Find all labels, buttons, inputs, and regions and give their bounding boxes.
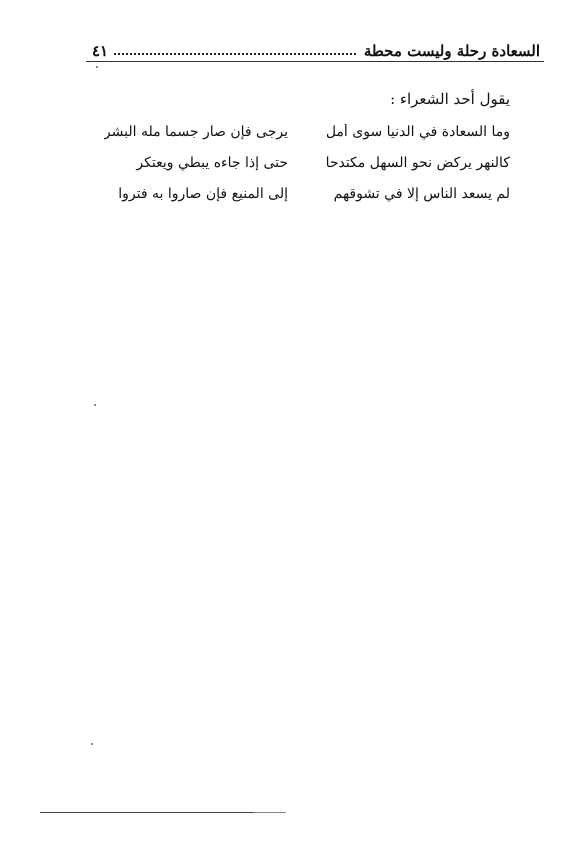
verse [104,116,510,147]
scan-edge-line [254,812,286,813]
scan-speck [96,66,98,68]
scan-speck [91,743,93,745]
verse-second-hemistich: إلى المنيع فإن صاروا به فتروا [118,185,288,202]
verse-first-hemistich: كالنهر يركض نحو السهل مكتدحا [326,154,510,171]
verse-first-hemistich: وما السعادة في الدنيا سوى أمل [326,123,510,140]
verse-second-hemistich: حتى إذا جاءه يبطي ويعتكر [136,154,288,171]
poem [104,116,510,209]
scan-speck [94,404,96,406]
running-header-title: السعادة رحلة وليست محطة [363,42,540,60]
running-header [92,34,540,60]
header-rule [86,61,544,62]
scan-edge-line [40,812,254,813]
verse [104,147,510,178]
verse-first-hemistich: لم يسعد الناس إلا في تشوقهم [333,185,510,202]
header-dot-leader [114,53,356,55]
verse-second-hemistich: يرجى فإن صار جسما مله البشر [104,123,288,140]
poem-intro: يقول أحد الشعراء : [390,90,510,108]
verse [104,178,510,209]
page-number: ٤١ [92,42,109,60]
